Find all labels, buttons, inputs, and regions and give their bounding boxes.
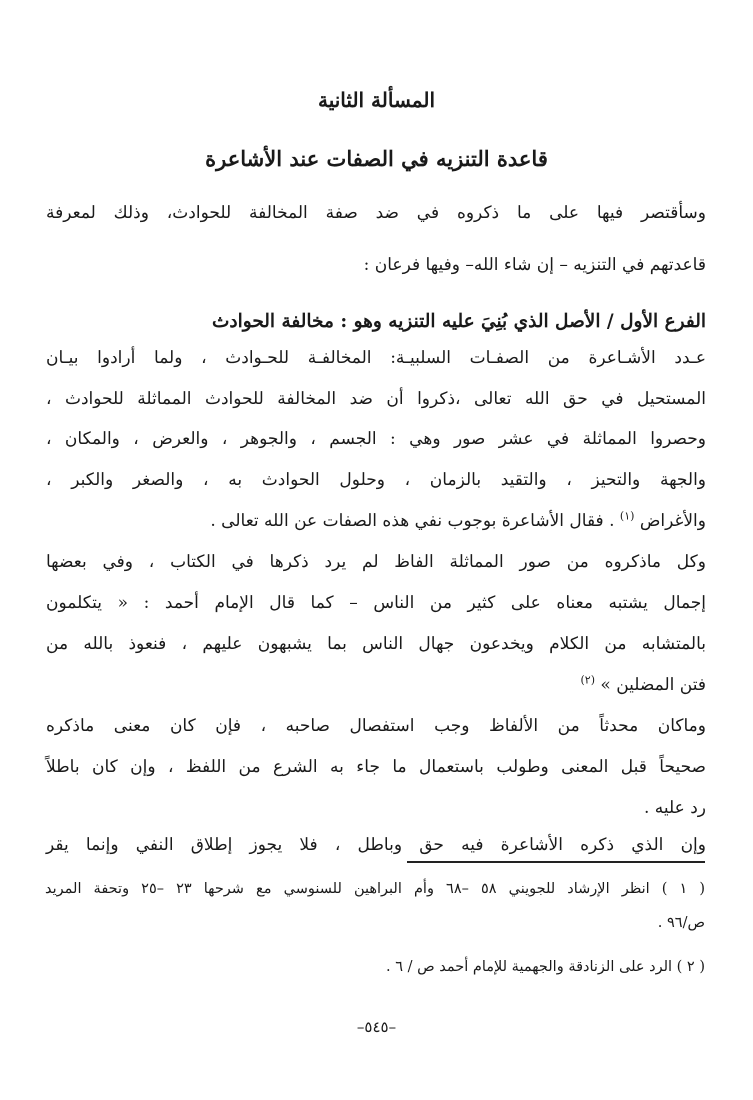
body-line: وحصروا المماثلة في عشر صور وهي : الجسم ، والجوهر ، والعرض ، والمكان ، [46, 429, 706, 449]
footnote-2: ( ٢ ) الرد على الزنادقة والجهمية للإمام أحمد ص / ٦ . [385, 959, 705, 975]
footnote-ref-1: (١) [619, 509, 635, 523]
body-line [46, 670, 706, 700]
footnote-1-continued: ص/٩٦ . [657, 915, 705, 931]
body-line: والجهة والتحيز ، والتقيد بالزمان ، وحلول الحوادث به ، والصغر والكبر ، [46, 470, 706, 490]
intro-line: وسأقتصر فيها على ما ذكروه في ضد صفة المخالفة للحوادث، وذلك لمعرفة [46, 203, 706, 223]
body-line: المستحيل في حق الله تعالى ،ذكروا أن ضد المخالفة للحوادث المماثلة للحوادث ، [46, 389, 706, 409]
body-line: بالمتشابه من الكلام ويخدعون جهال الناس بما يشبهون عليهم ، فنعوذ بالله من [46, 634, 706, 654]
body-line: صحيحاً قبل المعنى وطولب باستعمال ما جاء به الشرع من اللفظ ، وإن كان باطلاً [46, 757, 706, 777]
page-number: –٥٤٥– [356, 1018, 397, 1036]
body-line: عـدد الأشـاعرة من الصفـات السلبيـة: المخالفـة للحـوادث ، ولما أرادوا بيـان [46, 348, 706, 368]
branch-heading: الفرع الأول / الأصل الذي بُنِيَ عليه التنزيه وهو : مخالفة الحوادث [211, 311, 706, 332]
footnote-1: ( ١ ) انظر الإرشاد للجويني ٥٨ –٦٨ وأم البراهين للسنوسي مع شرحها ٢٣ –٢٥ وتحفة المريد [45, 881, 706, 897]
body-line: رد عليه . [643, 798, 706, 818]
body-text: فتن المضلين » [600, 675, 706, 695]
body-line: وكل ماذكروه من صور المماثلة الفاظ لم يرد ذكرها في الكتاب ، وفي بعضها [46, 552, 706, 572]
intro-line: قاعدتهم في التنزيه – إن شاء الله– وفيها فرعان : [363, 255, 706, 275]
body-line: وماكان محدثاً من الألفاظ وجب استفصال صاحبه ، فإن كان معنى ماذكره [46, 716, 706, 736]
body-text: . فقال الأشاعرة بوجوب نفي هذه الصفات عن الله تعالى . [210, 511, 615, 531]
body-line [46, 506, 706, 536]
section-title: المسألة الثانية [317, 88, 436, 112]
body-line: وإن الذي ذكره الأشاعرة فيه حق وباطل ، فلا يجوز إطلاق النفي وإنما يقر [46, 835, 706, 855]
footnote-divider [407, 861, 705, 863]
footnote-ref-2: (٢) [580, 673, 596, 687]
chapter-title: قاعدة التنزيه في الصفات عند الأشاعرة [205, 146, 548, 171]
body-text: والأغراض [639, 511, 706, 531]
body-line: إجمال يشتبه معناه على كثير من الناس – كما قال الإمام أحمد : « يتكلمون [46, 593, 706, 613]
